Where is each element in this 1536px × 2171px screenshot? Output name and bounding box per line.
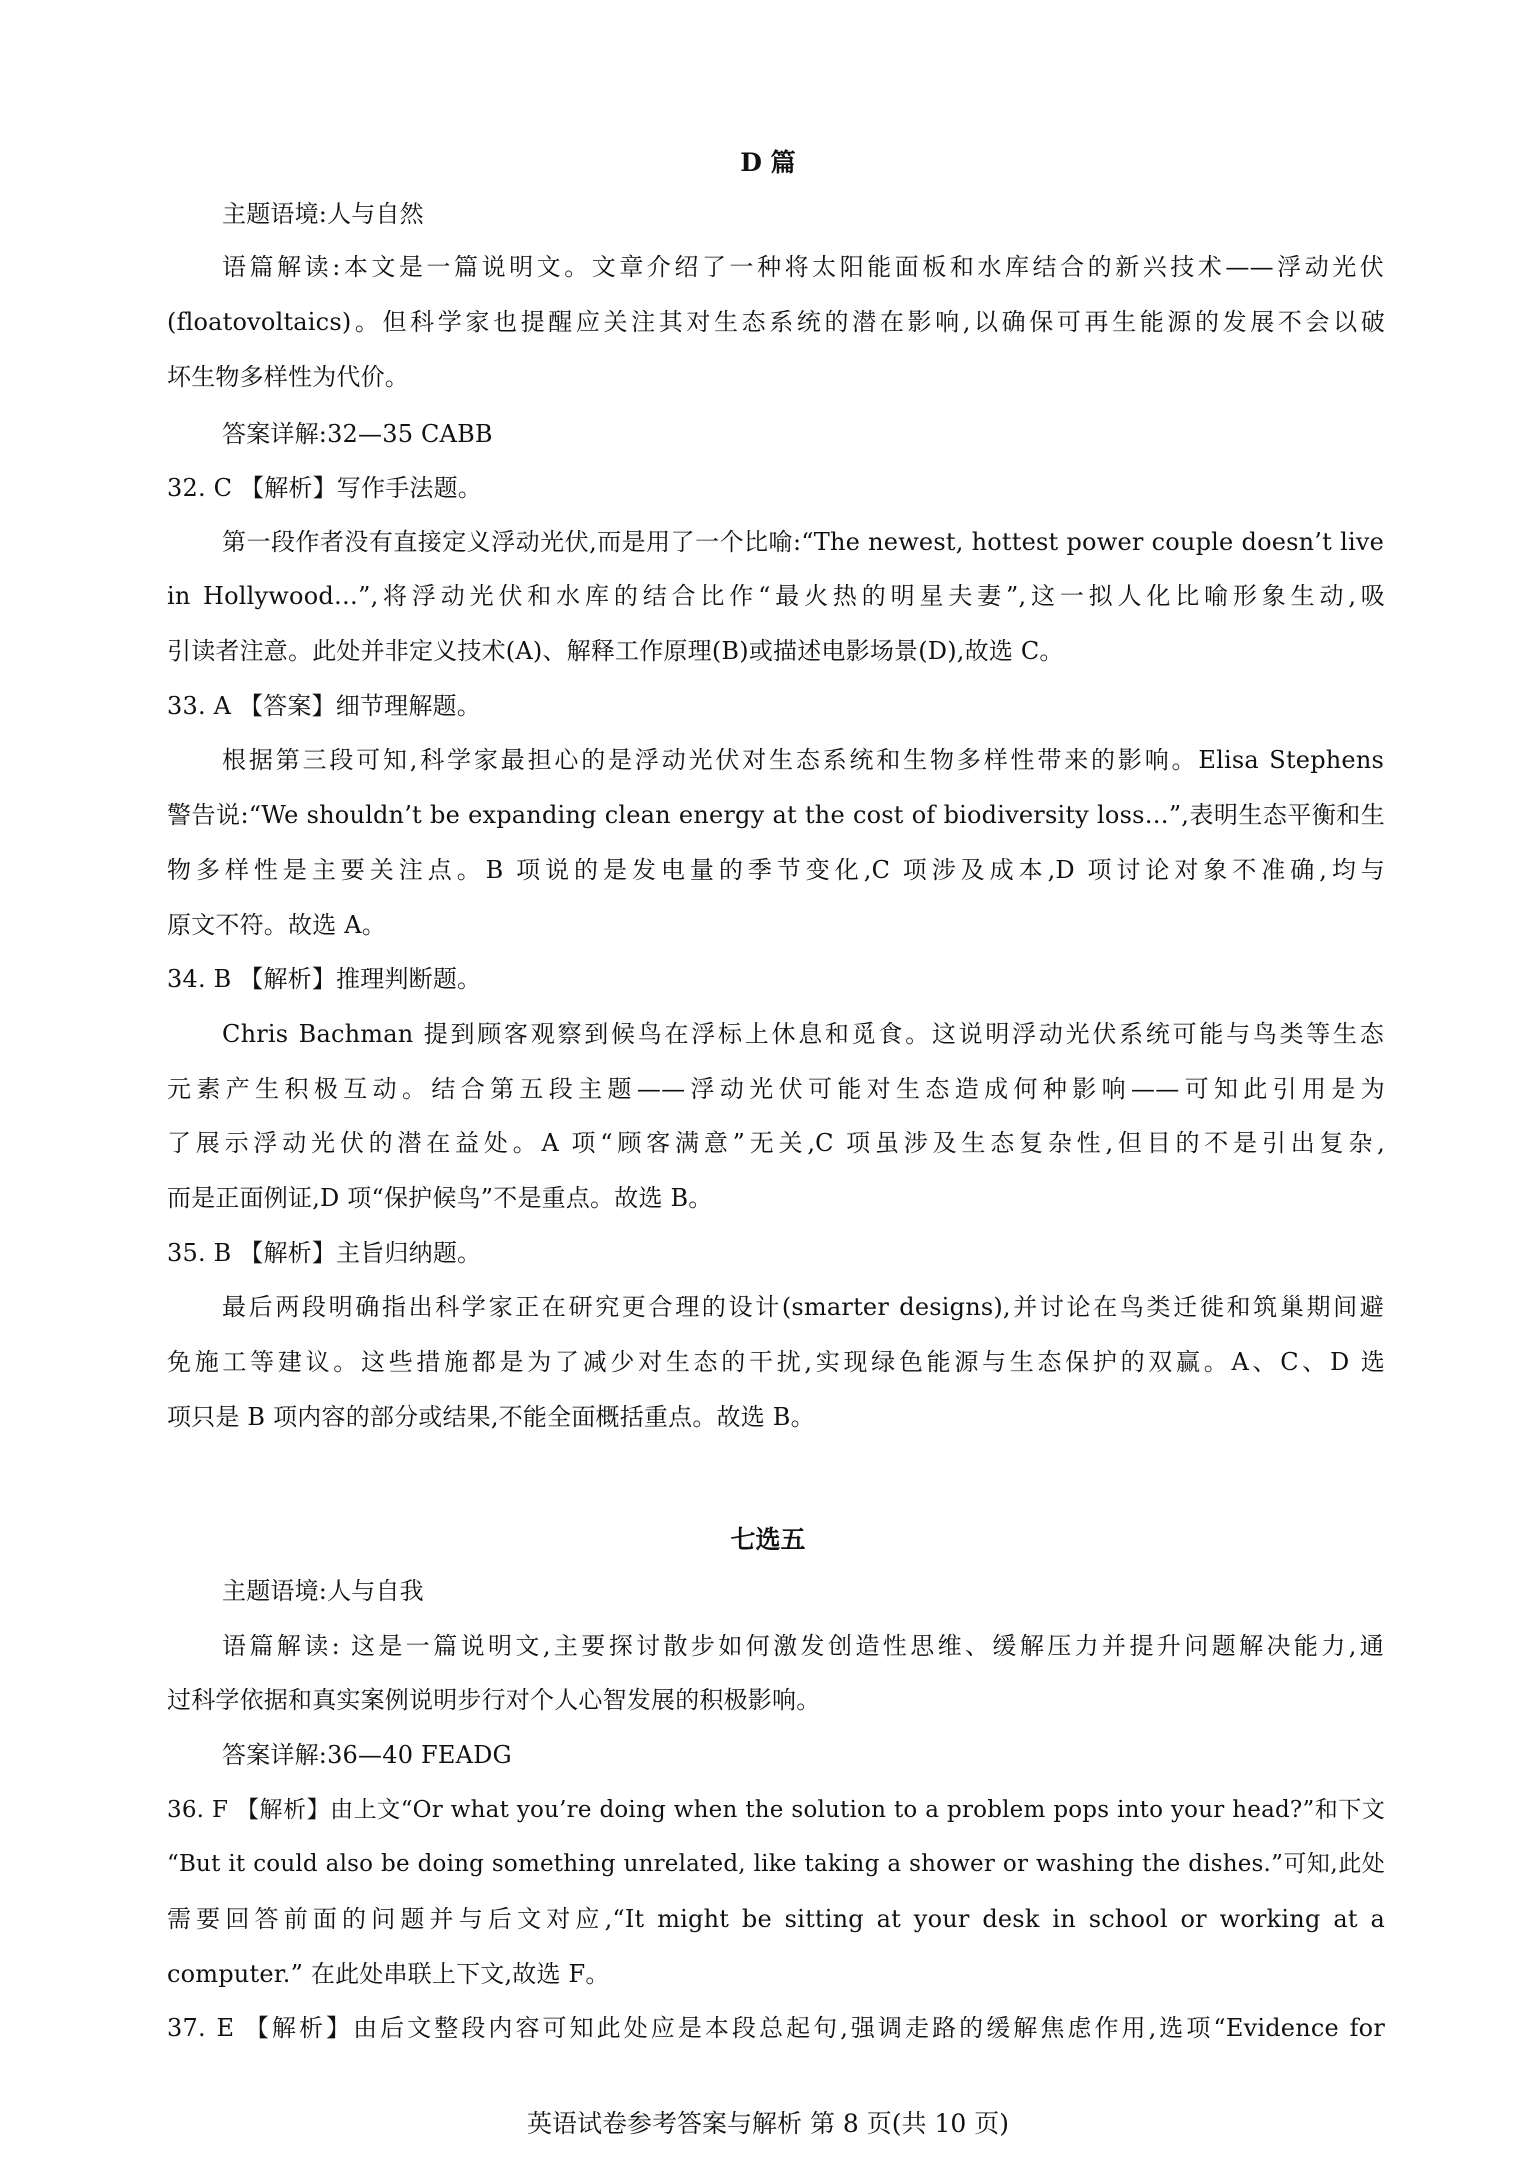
section-d-summary-line-2: (floatovoltaics)。但科学家也提醒应关注其对生态系统的潜在影响,以确保可再生能源的发展不会以破 [167, 308, 1385, 336]
question-37-line-1: 37. E 【解析】由后文整段内容可知此处应是本段总起句,强调走路的缓解焦虑作用,选项“Evidence for [167, 2014, 1385, 2042]
page-footer: 英语试卷参考答案与解析 第 8 页(共 10 页) [527, 2109, 1009, 2138]
question-33-head: 33. A 【答案】细节理解题。 [167, 692, 481, 720]
question-33-line-1: 根据第三段可知,科学家最担心的是浮动光伏对生态系统和生物多样性带来的影响。Elisa Stephens [222, 746, 1384, 774]
section-d-summary-line-1: 语篇解读:本文是一篇说明文。文章介绍了一种将太阳能面板和水库结合的新兴技术——浮动光伏 [222, 253, 1384, 281]
question-34-head: 34. B 【解析】推理判断题。 [167, 965, 482, 993]
section-7-answers: 答案详解:36—40 FEADG [222, 1741, 512, 1769]
question-35-line-1: 最后两段明确指出科学家正在研究更合理的设计(smarter designs),并讨论在鸟类迁徙和筑巢期间避 [222, 1293, 1384, 1321]
question-36-line-1: 36. F 【解析】由上文“Or what you’re doing when the solution to a problem pops into your head?”和下文 [167, 1797, 1385, 1823]
question-35-line-3: 项只是 B 项内容的部分或结果,不能全面概括重点。故选 B。 [167, 1403, 815, 1431]
section-7-summary-line-1: 语篇解读: 这是一篇说明文,主要探讨散步如何激发创造性思维、缓解压力并提升问题解决能力,通 [222, 1632, 1384, 1660]
section-7-summary-line-2: 过科学依据和真实案例说明步行对个人心智发展的积极影响。 [167, 1686, 821, 1714]
question-34-line-3: 了展示浮动光伏的潜在益处。A 项“顾客满意”无关,C 项虽涉及生态复杂性,但目的不是引出复杂, [167, 1129, 1385, 1157]
question-32-line-3: 引读者注意。此处并非定义技术(A)、解释工作原理(B)或描述电影场景(D),故选 C。 [167, 637, 1064, 665]
section-d-title: D 篇 [740, 148, 796, 177]
question-36-line-4: computer.” 在此处串联上下文,故选 F。 [167, 1960, 610, 1988]
section-7-title: 七选五 [730, 1525, 806, 1554]
question-36-line-2: “But it could also be doing something unrelated, like taking a shower or washing the dishes.”可知,此处 [167, 1851, 1385, 1877]
section-d-answers: 答案详解:32—35 CABB [222, 420, 493, 448]
section-7-theme: 主题语境:人与自我 [222, 1577, 424, 1605]
question-32-line-2: in Hollywood…”,将浮动光伏和水库的结合比作“最火热的明星夫妻”,这一拟人化比喻形象生动,吸 [167, 582, 1385, 610]
question-34-line-1: Chris Bachman 提到顾客观察到候鸟在浮标上休息和觅食。这说明浮动光伏系统可能与鸟类等生态 [222, 1020, 1384, 1048]
question-33-line-3: 物多样性是主要关注点。B 项说的是发电量的季节变化,C 项涉及成本,D 项讨论对象不准确,均与 [167, 856, 1385, 884]
question-32-head: 32. C 【解析】写作手法题。 [167, 474, 482, 502]
question-34-line-4: 而是正面例证,D 项“保护候鸟”不是重点。故选 B。 [167, 1184, 713, 1212]
question-34-line-2: 元素产生积极互动。结合第五段主题——浮动光伏可能对生态造成何种影响——可知此引用是为 [167, 1075, 1385, 1103]
section-d-summary-line-3: 坏生物多样性为代价。 [167, 363, 409, 391]
question-36-line-3: 需要回答前面的问题并与后文对应,“It might be sitting at your desk in school or working at a [167, 1905, 1385, 1933]
question-33-line-4: 原文不符。故选 A。 [167, 911, 386, 939]
question-33-line-2: 警告说:“We shouldn’t be expanding clean energy at the cost of biodiversity loss…”,表明生态平衡和生 [167, 801, 1385, 829]
question-32-line-1: 第一段作者没有直接定义浮动光伏,而是用了一个比喻:“The newest, hottest power couple doesn’t live [222, 528, 1384, 556]
question-35-head: 35. B 【解析】主旨归纳题。 [167, 1239, 482, 1267]
question-35-line-2: 免施工等建议。这些措施都是为了减少对生态的干扰,实现绿色能源与生态保护的双赢。A、C、D 选 [167, 1348, 1385, 1376]
section-d-theme: 主题语境:人与自然 [222, 200, 424, 228]
